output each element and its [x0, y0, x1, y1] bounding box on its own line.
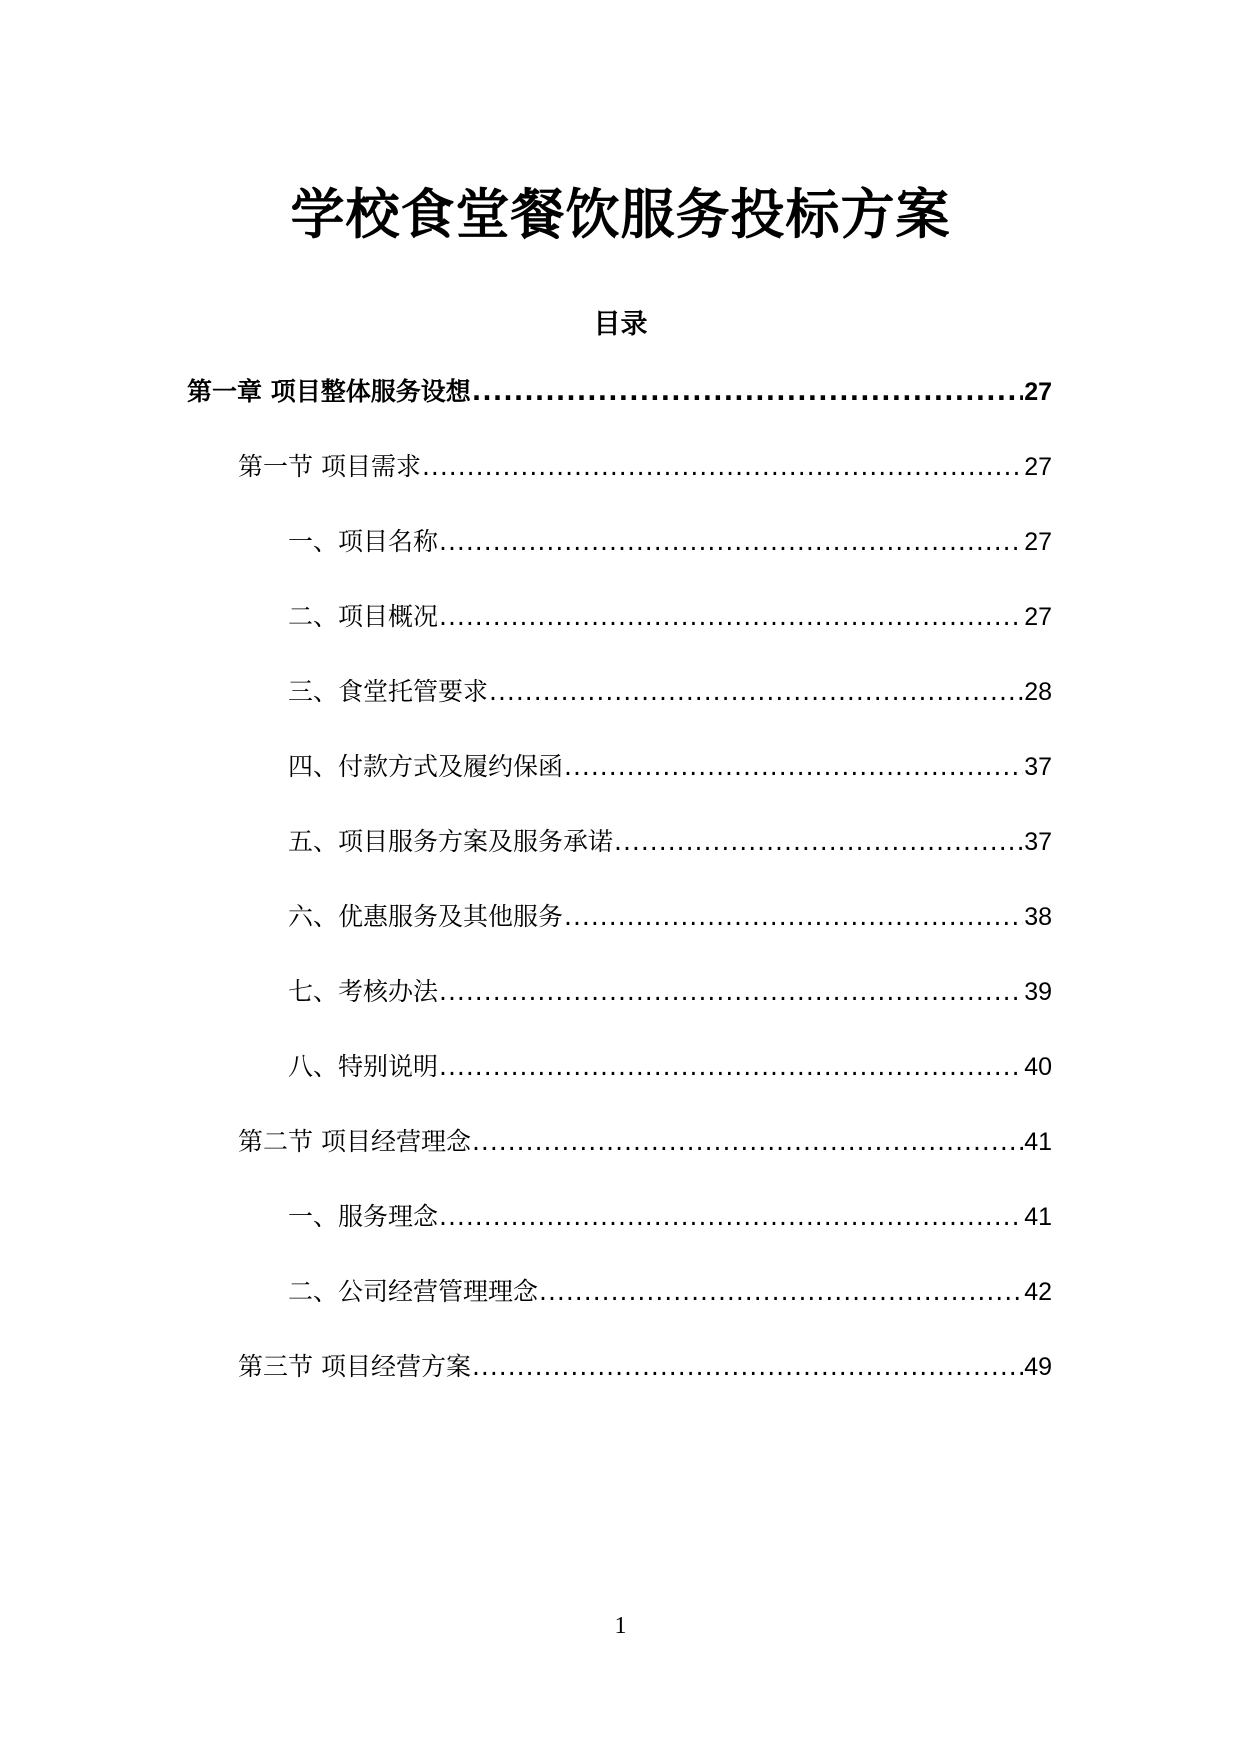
toc-entry-label: 第三节 项目经营方案	[238, 1352, 471, 1381]
toc-entry-page: 38	[1024, 903, 1052, 931]
toc-dot-leader	[539, 1272, 1023, 1312]
toc-heading: 目录	[593, 309, 648, 340]
toc-dot-leader	[564, 747, 1023, 787]
toc-entry-page: 37	[1024, 828, 1052, 856]
toc-dot-leader	[614, 822, 1023, 862]
toc-entry-page: 39	[1024, 978, 1052, 1006]
toc-entry-page: 40	[1024, 1053, 1052, 1081]
toc-entry-item[interactable]	[288, 672, 1052, 712]
toc-entry-label: 二、公司经营管理理念	[288, 1277, 539, 1306]
toc-entry-page: 27	[1024, 528, 1052, 556]
toc-entry-section-3[interactable]	[238, 1347, 1052, 1387]
page-number: 1	[614, 1613, 627, 1639]
toc-entry-label: 五、项目服务方案及服务承诺	[288, 827, 614, 856]
toc-dot-leader	[439, 972, 1023, 1012]
toc-entry-label: 第二节 项目经营理念	[238, 1127, 471, 1156]
toc-entry-item[interactable]	[288, 972, 1052, 1012]
toc-dot-leader	[472, 1122, 1023, 1162]
toc-dot-leader	[564, 897, 1023, 937]
toc-entry-page: 27	[1024, 603, 1052, 631]
toc-entry-section-2[interactable]	[238, 1122, 1052, 1162]
document-title: 学校食堂餐饮服务投标方案	[290, 183, 951, 246]
toc-entry-item[interactable]	[288, 597, 1052, 637]
toc-dot-leader	[439, 1197, 1023, 1237]
toc-entry-page: 27	[1024, 378, 1052, 406]
toc-dot-leader	[422, 447, 1023, 487]
toc-entry-item[interactable]	[288, 522, 1052, 562]
toc-entry-chapter-1[interactable]	[187, 372, 1052, 412]
toc-entry-page: 42	[1024, 1278, 1052, 1306]
toc-entry-label: 三、食堂托管要求	[288, 677, 489, 706]
toc-entry-label: 第一节 项目需求	[238, 452, 421, 481]
toc-entry-section-1[interactable]	[238, 447, 1052, 487]
toc-entry-item[interactable]	[288, 822, 1052, 862]
toc-entry-label: 二、项目概况	[288, 602, 439, 631]
toc-entry-item[interactable]	[288, 1047, 1052, 1087]
toc-dot-leader	[489, 672, 1023, 712]
toc-entry-page: 27	[1024, 453, 1052, 481]
toc-entry-item[interactable]	[288, 897, 1052, 937]
toc-entry-label: 四、付款方式及履约保函	[288, 752, 564, 781]
toc-dot-leader	[439, 522, 1023, 562]
toc-entry-label: 第一章 项目整体服务设想	[187, 377, 471, 406]
toc-entry-item[interactable]	[288, 1197, 1052, 1237]
toc-dot-leader	[472, 372, 1023, 412]
toc-entry-label: 六、优惠服务及其他服务	[288, 902, 564, 931]
toc-entry-page: 28	[1024, 678, 1052, 706]
toc-entry-label: 一、项目名称	[288, 527, 439, 556]
toc-entry-item[interactable]	[288, 1272, 1052, 1312]
toc-entry-page: 49	[1024, 1353, 1052, 1381]
toc-entry-page: 41	[1024, 1203, 1052, 1231]
toc-entry-page: 41	[1024, 1128, 1052, 1156]
toc-dot-leader	[439, 597, 1023, 637]
toc-entry-label: 八、特别说明	[288, 1052, 439, 1081]
toc-entry-label: 一、服务理念	[288, 1202, 439, 1231]
toc-entry-label: 七、考核办法	[288, 977, 439, 1006]
toc-entry-page: 37	[1024, 753, 1052, 781]
toc-entry-item[interactable]	[288, 747, 1052, 787]
toc-dot-leader	[439, 1047, 1023, 1087]
toc-dot-leader	[472, 1347, 1023, 1387]
